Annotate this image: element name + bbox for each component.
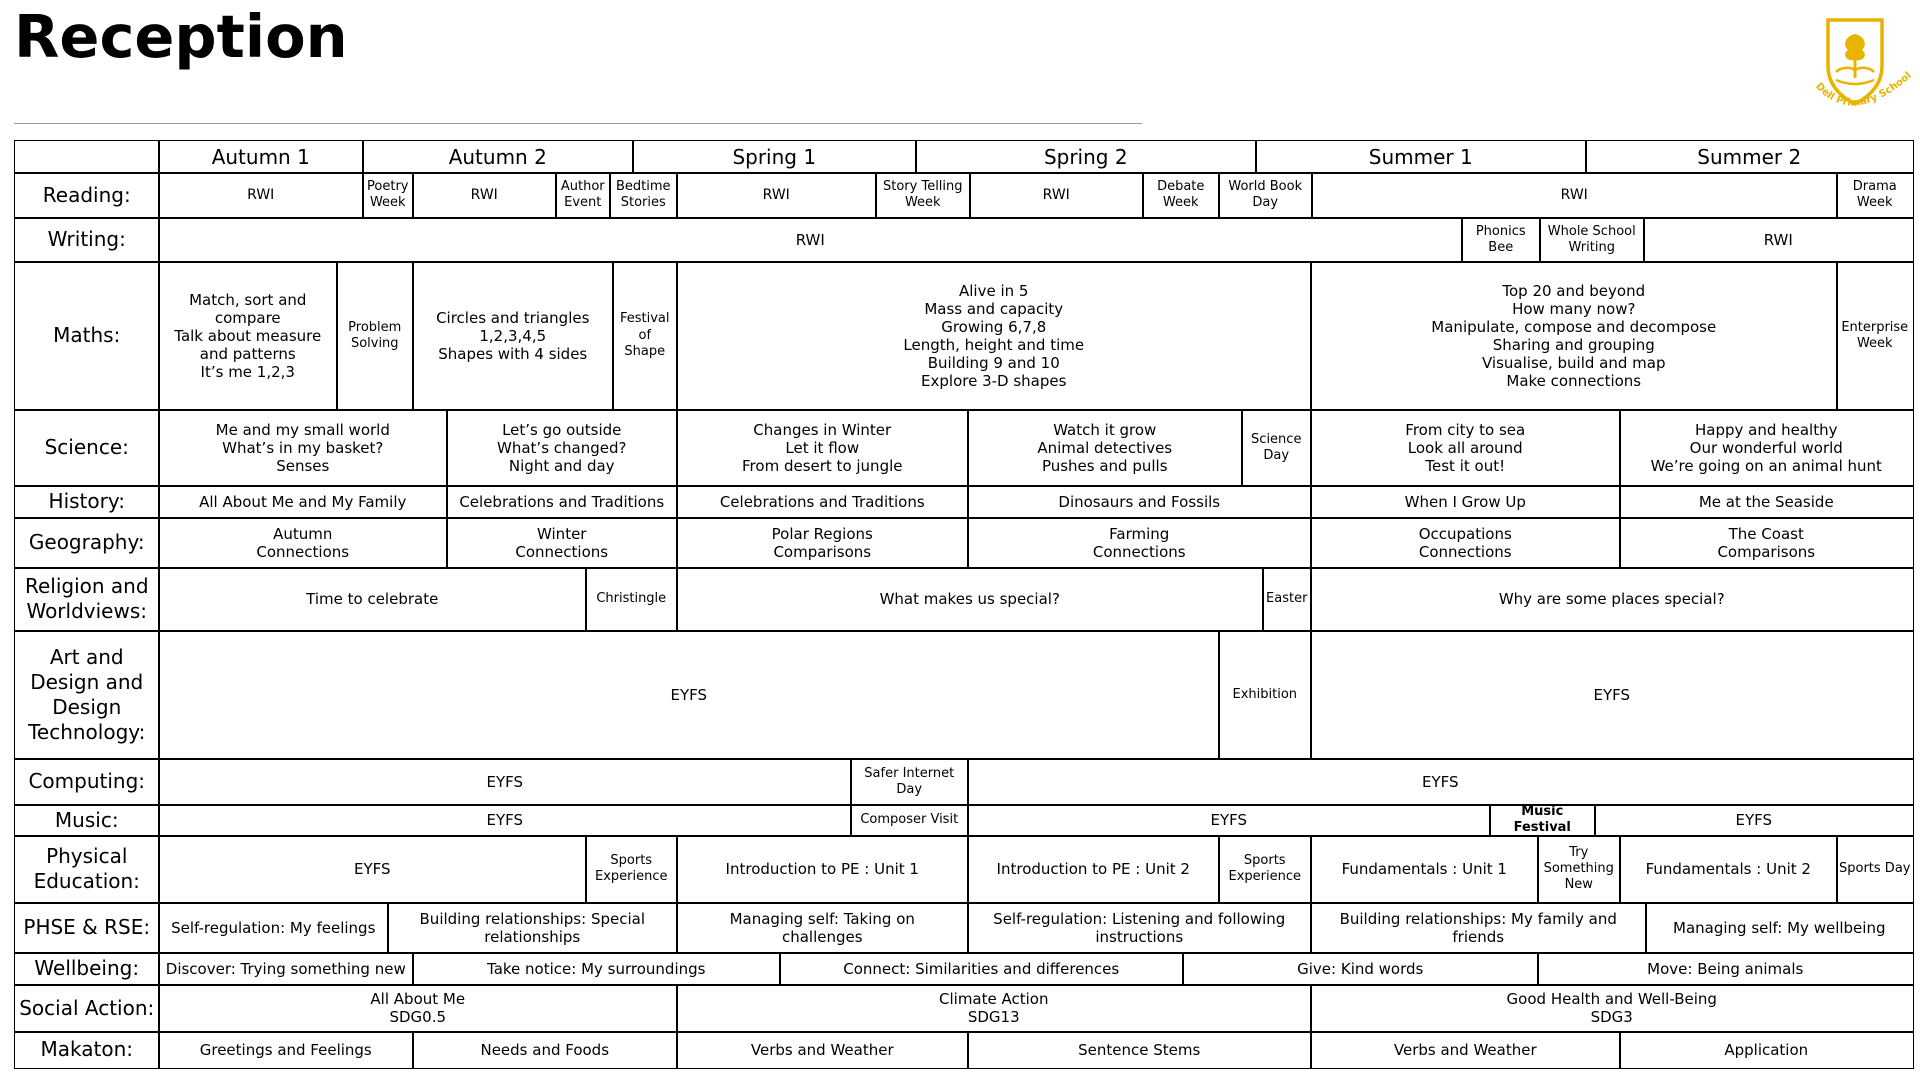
- cell-phse-rse-2: [676, 902, 969, 954]
- cell-reading-2: [412, 172, 557, 219]
- cell-geography-2-text: Polar Regions Comparisons: [771, 524, 873, 561]
- row-label-art-and-design-and-design-technology-text: Art and Design and Design Technology:: [28, 644, 146, 744]
- cell-phse-rse-3-text: Self-regulation: Listening and following instructions: [993, 909, 1286, 946]
- cell-maths-3-text: Festival of Shape: [619, 311, 670, 359]
- cell-science-4-text: Science Day: [1251, 431, 1302, 463]
- cell-reading-7-text: RWI: [1042, 186, 1070, 203]
- row-label-maths: [14, 261, 160, 411]
- cell-writing-0: [158, 217, 1463, 263]
- cell-makaton-2: [676, 1031, 969, 1069]
- cell-reading-3-text: Author Event: [560, 179, 605, 211]
- cell-science-4: [1241, 409, 1312, 487]
- cell-writing-3: [1643, 217, 1914, 263]
- cell-history-2-text: Celebrations and Traditions: [719, 492, 925, 511]
- cell-wellbeing-4-text: Move: Being animals: [1647, 959, 1804, 978]
- cell-social-action-2: [1310, 984, 1914, 1033]
- cell-maths-4: [676, 261, 1312, 411]
- cell-history-2: [676, 485, 969, 519]
- row-label-reading-text: Reading:: [42, 182, 131, 207]
- cell-reading-8: [1142, 172, 1220, 219]
- column-header-autumn-2: [362, 140, 634, 174]
- column-header-spring-1: [632, 140, 917, 174]
- cell-maths-5: [1310, 261, 1838, 411]
- cell-science-1-text: Let’s go outside What’s changed? Night and day: [497, 420, 627, 475]
- cell-phse-rse-4-text: Building relationships: My family and friends: [1339, 909, 1617, 946]
- cell-writing-1-text: Phonics Bee: [1475, 223, 1526, 255]
- row-label-phse-rse-text: PHSE & RSE:: [23, 915, 151, 940]
- cell-physical-education-8: [1836, 835, 1914, 904]
- cell-reading-1-text: Poetry Week: [367, 179, 409, 211]
- cell-history-5-text: Me at the Seaside: [1698, 492, 1834, 511]
- cell-geography-5: [1619, 517, 1914, 569]
- cell-makaton-3: [967, 1031, 1312, 1069]
- cell-makaton-1: [412, 1031, 678, 1069]
- cell-maths-2: [412, 261, 614, 411]
- cell-writing-3-text: RWI: [1763, 230, 1793, 249]
- cell-maths-1: [336, 261, 414, 411]
- column-header-summer-2: [1585, 140, 1914, 174]
- school-logo: [1806, 14, 1916, 118]
- cell-physical-education-6-text: Try Something New: [1543, 844, 1614, 893]
- cell-social-action-2-text: Good Health and Well-Being SDG3: [1506, 990, 1717, 1027]
- cell-religion-and-worldviews-3-text: Easter: [1266, 591, 1308, 607]
- cell-reading-10-text: RWI: [1560, 186, 1588, 203]
- cell-physical-education-1: [585, 835, 678, 904]
- cell-writing-0-text: RWI: [795, 230, 825, 249]
- cell-reading-11-text: Drama Week: [1852, 179, 1897, 211]
- row-label-art-and-design-and-design-technology: [14, 630, 160, 760]
- cell-science-1: [446, 409, 678, 487]
- column-header-autumn-2-text: Autumn 2: [448, 144, 547, 169]
- row-label-geography: [14, 517, 160, 569]
- cell-science-3: [967, 409, 1243, 487]
- cell-geography-3: [967, 517, 1312, 569]
- row-label-social-action-text: Social Action:: [19, 995, 155, 1020]
- cell-phse-rse-0: [158, 902, 389, 954]
- svg-text:Dell Primary School: Dell Primary School: [1813, 70, 1914, 109]
- cell-physical-education-8-text: Sports Day: [1839, 861, 1911, 877]
- cell-wellbeing-3: [1182, 952, 1539, 986]
- cell-physical-education-4: [1218, 835, 1312, 904]
- cell-writing-2: [1539, 217, 1645, 263]
- cell-physical-education-2: [676, 835, 969, 904]
- cell-geography-2: [676, 517, 969, 569]
- cell-writing-1: [1461, 217, 1541, 263]
- cell-art-and-design-and-design-technology-0: [158, 630, 1220, 760]
- column-header-autumn-1: [158, 140, 364, 174]
- cell-reading-9: [1218, 172, 1313, 219]
- cell-phse-rse-0-text: Self-regulation: My feelings: [171, 918, 376, 937]
- cell-makaton-0: [158, 1031, 414, 1069]
- cell-wellbeing-0-text: Discover: Trying something new: [165, 959, 406, 978]
- cell-music-0: [158, 804, 852, 837]
- cell-reading-4: [609, 172, 678, 219]
- cell-maths-3: [612, 261, 678, 411]
- cell-computing-2: [967, 758, 1914, 806]
- cell-phse-rse-5: [1645, 902, 1914, 954]
- row-label-geography-text: Geography:: [28, 530, 145, 555]
- title-divider: [14, 123, 1142, 124]
- row-label-computing-text: Computing:: [28, 769, 146, 794]
- row-label-social-action: [14, 984, 160, 1033]
- row-label-wellbeing-text: Wellbeing:: [34, 956, 140, 981]
- cell-social-action-0: [158, 984, 678, 1033]
- cell-history-3: [967, 485, 1312, 519]
- cell-computing-0-text: EYFS: [486, 772, 524, 791]
- cell-physical-education-7: [1619, 835, 1838, 904]
- column-header-spring-2: [915, 140, 1257, 174]
- column-header-summer-1: [1255, 140, 1587, 174]
- cell-wellbeing-2-text: Connect: Similarities and differences: [843, 959, 1120, 978]
- cell-maths-6: [1836, 261, 1914, 411]
- cell-religion-and-worldviews-3: [1262, 567, 1312, 632]
- cell-history-4: [1310, 485, 1621, 519]
- column-header-spring-1-text: Spring 1: [732, 144, 817, 169]
- cell-art-and-design-and-design-technology-0-text: EYFS: [670, 685, 708, 704]
- cell-music-3-text: Music Festival: [1513, 804, 1571, 836]
- cell-wellbeing-1-text: Take notice: My surroundings: [487, 959, 706, 978]
- cell-wellbeing-1: [412, 952, 781, 986]
- cell-reading-0: [158, 172, 364, 219]
- cell-makaton-5-text: Application: [1724, 1040, 1809, 1059]
- row-label-makaton-text: Makaton:: [40, 1037, 133, 1062]
- cell-physical-education-2-text: Introduction to PE : Unit 1: [725, 860, 919, 879]
- cell-reading-7: [969, 172, 1144, 219]
- cell-wellbeing-4: [1537, 952, 1914, 986]
- cell-science-3-text: Watch it grow Animal detectives Pushes and pulls: [1037, 420, 1173, 475]
- cell-reading-3: [555, 172, 611, 219]
- cell-reading-0-text: RWI: [247, 186, 275, 203]
- cell-physical-education-6: [1537, 835, 1621, 904]
- cell-history-4-text: When I Grow Up: [1404, 492, 1526, 511]
- cell-religion-and-worldviews-0-text: Time to celebrate: [306, 590, 439, 609]
- cell-music-2-text: EYFS: [1210, 811, 1248, 830]
- cell-reading-4-text: Bedtime Stories: [615, 179, 671, 211]
- cell-geography-5-text: The Coast Comparisons: [1717, 524, 1816, 561]
- cell-maths-4-text: Alive in 5 Mass and capacity Growing 6,7,8 Length, height and time Building 9 and 10 Explore 3-D shapes: [903, 281, 1085, 390]
- cell-music-4-text: EYFS: [1735, 811, 1773, 830]
- cell-science-6-text: Happy and healthy Our wonderful world We’re going on an animal hunt: [1650, 420, 1882, 475]
- cell-makaton-0-text: Greetings and Feelings: [199, 1040, 372, 1059]
- cell-physical-education-7-text: Fundamentals : Unit 2: [1645, 860, 1811, 879]
- cell-reading-11: [1836, 172, 1914, 219]
- cell-wellbeing-2: [779, 952, 1184, 986]
- cell-geography-4-text: Occupations Connections: [1418, 524, 1512, 561]
- cell-maths-1-text: Problem Solving: [348, 319, 402, 351]
- cell-geography-4: [1310, 517, 1621, 569]
- cell-science-5: [1310, 409, 1621, 487]
- cell-art-and-design-and-design-technology-1-text: Exhibition: [1232, 686, 1298, 702]
- row-label-writing-text: Writing:: [47, 227, 126, 252]
- cell-science-6: [1619, 409, 1914, 487]
- cell-music-4: [1594, 804, 1914, 837]
- cell-geography-1: [446, 517, 678, 569]
- cell-phse-rse-3: [967, 902, 1312, 954]
- cell-physical-education-3: [967, 835, 1220, 904]
- cell-religion-and-worldviews-2-text: What makes us special?: [879, 590, 1060, 609]
- cell-art-and-design-and-design-technology-2: [1310, 630, 1914, 760]
- cell-writing-2-text: Whole School Writing: [1547, 223, 1636, 255]
- row-label-phse-rse: [14, 902, 160, 954]
- cell-science-5-text: From city to sea Look all around Test it out!: [1405, 420, 1526, 475]
- column-header-summer-1-text: Summer 1: [1368, 144, 1473, 169]
- cell-reading-5-text: RWI: [762, 186, 790, 203]
- row-label-science-text: Science:: [44, 435, 129, 460]
- cell-phse-rse-4: [1310, 902, 1647, 954]
- cell-religion-and-worldviews-4: [1310, 567, 1914, 632]
- cell-social-action-0-text: All About Me SDG0.5: [370, 990, 466, 1027]
- cell-makaton-4: [1310, 1031, 1621, 1069]
- cell-reading-10: [1311, 172, 1838, 219]
- row-label-history: [14, 485, 160, 519]
- cell-science-2: [676, 409, 969, 487]
- cell-religion-and-worldviews-4-text: Why are some places special?: [1498, 590, 1725, 609]
- cell-science-0: [158, 409, 448, 487]
- cell-social-action-1-text: Climate Action SDG13: [939, 990, 1049, 1027]
- cell-makaton-3-text: Sentence Stems: [1078, 1040, 1201, 1059]
- cell-history-1: [446, 485, 678, 519]
- cell-physical-education-3-text: Introduction to PE : Unit 2: [996, 860, 1190, 879]
- row-label-reading: [14, 172, 160, 219]
- cell-reading-1: [362, 172, 414, 219]
- cell-social-action-1: [676, 984, 1312, 1033]
- cell-history-0-text: All About Me and My Family: [199, 492, 407, 511]
- cell-geography-0-text: Autumn Connections: [256, 524, 350, 561]
- row-label-science: [14, 409, 160, 487]
- column-header-summer-2-text: Summer 2: [1697, 144, 1802, 169]
- row-label-history-text: History:: [48, 489, 125, 514]
- cell-phse-rse-2-text: Managing self: Taking on challenges: [729, 909, 915, 946]
- cell-physical-education-1-text: Sports Experience: [595, 853, 668, 885]
- cell-music-1: [850, 804, 969, 837]
- row-label-maths-text: Maths:: [53, 323, 121, 348]
- cell-physical-education-0: [158, 835, 587, 904]
- cell-reading-6-text: Story Telling Week: [882, 179, 963, 211]
- cell-music-2: [967, 804, 1491, 837]
- cell-history-1-text: Celebrations and Traditions: [459, 492, 665, 511]
- cell-makaton-5: [1619, 1031, 1914, 1069]
- cell-computing-1-text: Safer Internet Day: [864, 765, 955, 797]
- row-label-religion-and-worldviews-text: Religion and Worldviews:: [24, 574, 149, 624]
- cell-science-0-text: Me and my small world What’s in my basket? Senses: [215, 420, 390, 475]
- header-corner: [14, 140, 160, 174]
- cell-art-and-design-and-design-technology-1: [1218, 630, 1312, 760]
- row-label-writing: [14, 217, 160, 263]
- cell-makaton-1-text: Needs and Foods: [480, 1040, 610, 1059]
- cell-music-1-text: Composer Visit: [860, 812, 959, 828]
- cell-physical-education-5-text: Fundamentals : Unit 1: [1341, 860, 1507, 879]
- cell-history-5: [1619, 485, 1914, 519]
- row-label-religion-and-worldviews: [14, 567, 160, 632]
- cell-maths-0: [158, 261, 338, 411]
- cell-maths-0-text: Match, sort and compare Talk about measure and patterns It’s me 1,2,3: [174, 290, 322, 381]
- cell-reading-6: [875, 172, 971, 219]
- page-title: Reception: [14, 2, 348, 71]
- cell-maths-5-text: Top 20 and beyond How many now? Manipulate, compose and decompose Sharing and grouping Visualise, build and map Make connections: [1431, 281, 1717, 390]
- row-label-physical-education-text: Physical Education:: [33, 844, 140, 894]
- cell-physical-education-4-text: Sports Experience: [1228, 853, 1301, 885]
- row-label-music-text: Music:: [54, 807, 119, 832]
- cell-music-3: [1489, 804, 1596, 837]
- cell-physical-education-0-text: EYFS: [353, 860, 391, 879]
- cell-geography-3-text: Farming Connections: [1092, 524, 1186, 561]
- cell-history-3-text: Dinosaurs and Fossils: [1058, 492, 1221, 511]
- cell-history-0: [158, 485, 448, 519]
- cell-wellbeing-3-text: Give: Kind words: [1297, 959, 1424, 978]
- cell-phse-rse-5-text: Managing self: My wellbeing: [1673, 918, 1886, 937]
- column-header-autumn-1-text: Autumn 1: [211, 144, 310, 169]
- cell-reading-5: [676, 172, 877, 219]
- cell-makaton-4-text: Verbs and Weather: [1393, 1040, 1537, 1059]
- cell-wellbeing-0: [158, 952, 414, 986]
- cell-computing-0: [158, 758, 852, 806]
- cell-reading-8-text: Debate Week: [1157, 179, 1205, 211]
- row-label-wellbeing: [14, 952, 160, 986]
- row-label-music: [14, 804, 160, 837]
- cell-geography-1-text: Winter Connections: [515, 524, 609, 561]
- row-label-physical-education: [14, 835, 160, 904]
- cell-computing-2-text: EYFS: [1421, 772, 1459, 791]
- cell-physical-education-5: [1310, 835, 1539, 904]
- cell-reading-2-text: RWI: [470, 186, 498, 203]
- cell-maths-2-text: Circles and triangles 1,2,3,4,5 Shapes with 4 sides: [436, 308, 590, 363]
- cell-makaton-2-text: Verbs and Weather: [750, 1040, 894, 1059]
- cell-religion-and-worldviews-2: [676, 567, 1264, 632]
- row-label-computing: [14, 758, 160, 806]
- cell-religion-and-worldviews-1: [585, 567, 678, 632]
- cell-art-and-design-and-design-technology-2-text: EYFS: [1593, 685, 1631, 704]
- row-label-makaton: [14, 1031, 160, 1069]
- cell-phse-rse-1: [387, 902, 678, 954]
- cell-religion-and-worldviews-0: [158, 567, 587, 632]
- cell-geography-0: [158, 517, 448, 569]
- cell-maths-6-text: Enterprise Week: [1841, 319, 1909, 351]
- cell-music-0-text: EYFS: [486, 811, 524, 830]
- cell-science-2-text: Changes in Winter Let it flow From desert to jungle: [742, 420, 903, 475]
- cell-computing-1: [850, 758, 969, 806]
- curriculum-grid: [14, 140, 1912, 1068]
- cell-phse-rse-1-text: Building relationships: Special relationships: [419, 909, 645, 946]
- column-header-spring-2-text: Spring 2: [1043, 144, 1128, 169]
- cell-reading-9-text: World Book Day: [1228, 179, 1303, 211]
- cell-religion-and-worldviews-1-text: Christingle: [596, 591, 667, 607]
